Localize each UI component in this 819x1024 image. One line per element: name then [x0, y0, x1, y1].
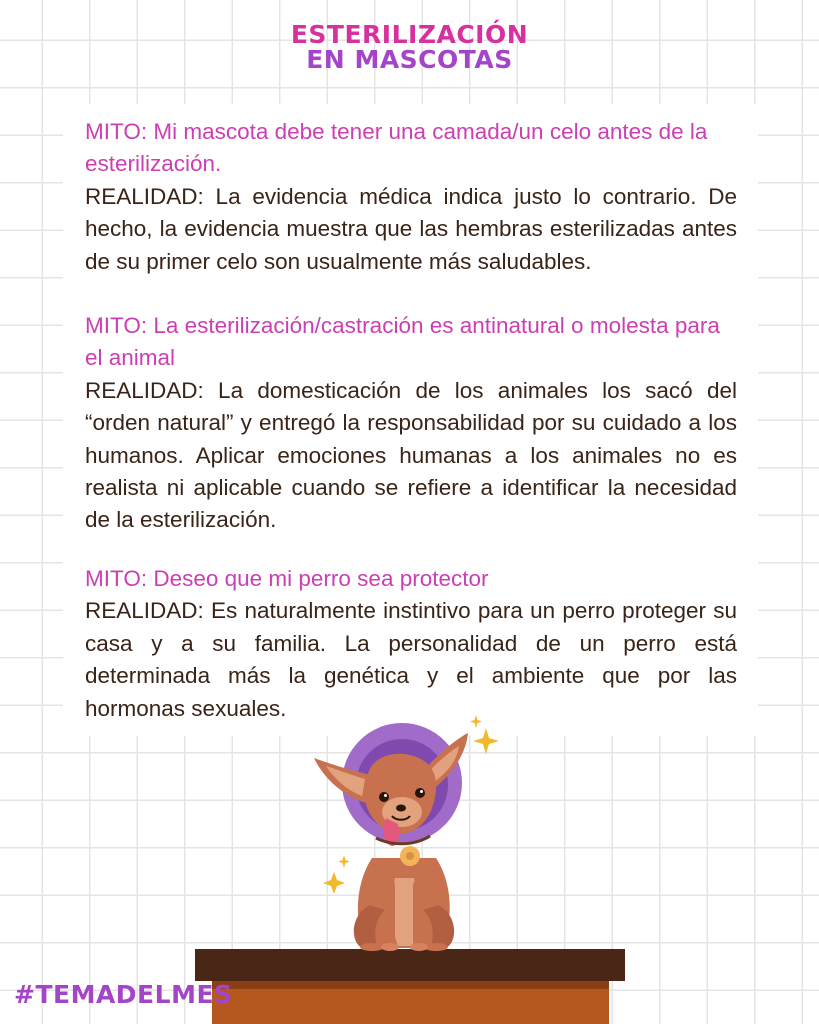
reality-text: REALIDAD: La domesticación de los animales los sacó del “orden natural” y entregó la responsabilidad por su cuidado a los humanos. Aplicar emociones humanas a los animales no es realista ni aplicable cuando se refiere a identificar la necesidad de la esterilización. — [85, 377, 737, 533]
title-line-1: ESTERILIZACIÓN — [290, 20, 529, 49]
table — [195, 949, 625, 1024]
dog-body — [354, 858, 454, 951]
reality-text: REALIDAD: La evidencia médica indica justo lo contrario. De hecho, la evidencia muestra que las hembras esterilizadas antes de su primer celo son usualmente más saludables. — [85, 183, 737, 274]
reality-text: REALIDAD: Es naturalmente instintivo para un perro proteger su casa y a su familia. La personalidad de un perro está determinada más la genética y el ambiente que por las hormonas sexuales. — [85, 598, 737, 721]
myth-text: MITO: Mi mascota debe tener una camada/un celo antes de la esterilización. — [85, 119, 708, 177]
myth-text: MITO: Deseo que mi perro sea protector — [85, 566, 489, 591]
myth-text: MITO: La esterilización/castración es antinatural o molesta para el animal — [85, 313, 720, 371]
title-line-2: EN MASCOTAS — [306, 45, 513, 74]
hashtag: #TEMADELMES — [14, 980, 233, 1009]
